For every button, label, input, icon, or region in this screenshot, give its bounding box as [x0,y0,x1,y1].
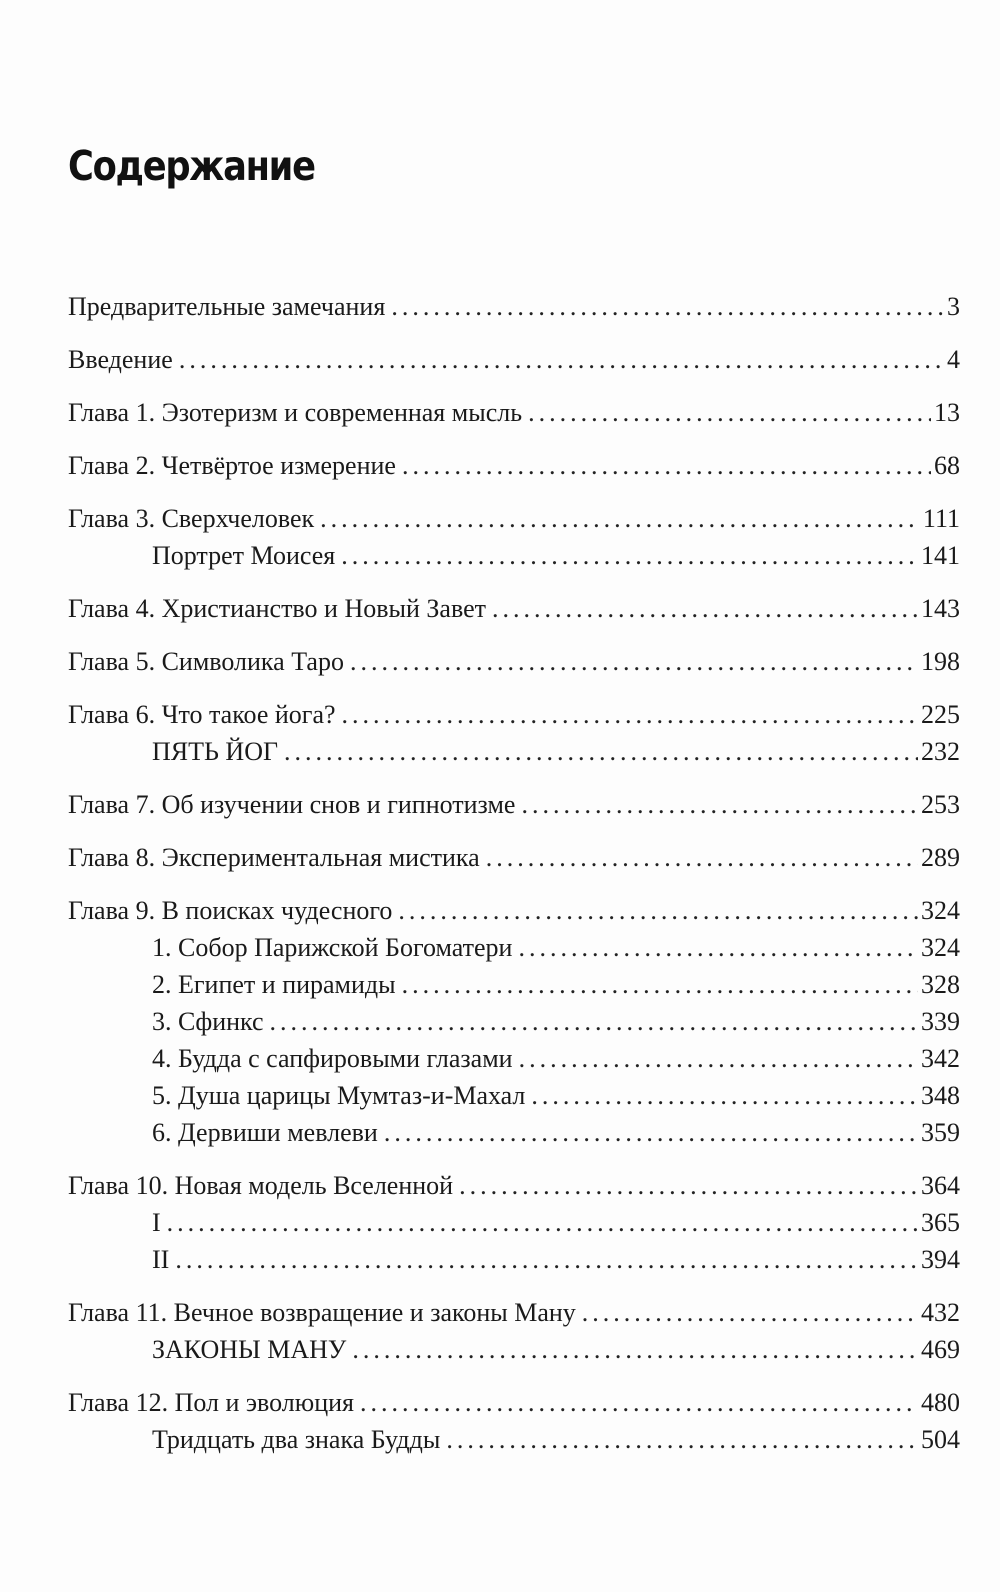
toc-entry-page: 328 [921,970,960,999]
dot-leader [384,1114,918,1151]
dot-leader [402,966,918,1003]
toc-subentry-mevlevi-dervishes [68,1114,960,1151]
dot-leader [352,1331,918,1368]
toc-entry-title: Портрет Моисея [152,541,336,570]
toc-subentry-buddha-signs [68,1421,960,1458]
toc-entry-chapter-11 [68,1294,960,1331]
toc-entry-chapter-5 [68,643,960,680]
toc-entry-page: 339 [921,1007,960,1036]
toc-entry-introduction [68,341,960,378]
dot-leader [582,1294,918,1331]
toc-entry-title: Глава 5. Символика Таро [68,647,344,676]
toc-entry-title: Глава 10. Новая модель Вселенной [68,1171,454,1200]
toc-entry-title: Глава 8. Экспериментальная мистика [68,843,480,872]
toc-subentry-egypt-pyramids [68,966,960,1003]
toc-subentry-notre-dame [68,929,960,966]
toc-entry-page: 289 [921,843,960,872]
toc-entry-page: 324 [921,933,960,962]
toc-entry-chapter-9 [68,892,960,929]
toc-subentry-sphinx [68,1003,960,1040]
toc-entry-page: 359 [921,1118,960,1147]
table-of-contents [68,288,960,1458]
toc-subentry-part-ii [68,1241,960,1278]
toc-entry-chapter-8 [68,839,960,876]
toc-entry-preliminary-remarks [68,288,960,325]
toc-entry-title: Тридцать два знака Будды [152,1425,441,1454]
toc-entry-page: 141 [921,541,960,570]
toc-entry-page: 432 [921,1298,960,1327]
toc-entry-title: 6. Дервиши мевлеви [152,1118,378,1147]
toc-entry-title: 3. Сфинкс [152,1007,264,1036]
toc-entry-page: 348 [921,1081,960,1110]
toc-subentry-moses-portrait [68,537,960,574]
toc-entry-chapter-6 [68,696,960,733]
dot-leader [531,1077,918,1114]
toc-entry-chapter-12 [68,1384,960,1421]
dot-leader [518,929,918,966]
toc-entry-title: 4. Будда с сапфировыми глазами [152,1044,513,1073]
dot-leader [179,341,944,378]
toc-subentry-part-i [68,1204,960,1241]
toc-entry-title: ПЯТЬ ЙОГ [152,737,279,766]
dot-leader [270,1003,918,1040]
toc-entry-chapter-3 [68,500,960,537]
toc-entry-chapter-4 [68,590,960,627]
dot-leader [402,447,931,484]
dot-leader [492,590,918,627]
toc-entry-page: 394 [921,1245,960,1274]
toc-entry-page: 342 [921,1044,960,1073]
dot-leader [486,839,918,876]
dot-leader [167,1204,918,1241]
toc-entry-page: 111 [922,504,960,533]
dot-leader [391,288,944,325]
toc-entry-title: Глава 9. В поисках чудесного [68,896,393,925]
toc-entry-page: 4 [947,345,960,374]
toc-subentry-sapphire-buddha [68,1040,960,1077]
dot-leader [342,696,918,733]
toc-entry-title: I [152,1208,161,1237]
dot-leader [519,1040,918,1077]
dot-leader [521,786,918,823]
toc-entry-title: Глава 2. Четвёртое измерение [68,451,396,480]
toc-entry-title: Предварительные замечания [68,292,386,321]
dot-leader [175,1241,918,1278]
toc-entry-page: 504 [921,1425,960,1454]
toc-entry-title: II [152,1245,170,1274]
toc-entry-page: 3 [947,292,960,321]
toc-entry-page: 480 [921,1388,960,1417]
toc-entry-chapter-10 [68,1167,960,1204]
toc-entry-title: Глава 4. Христианство и Новый Завет [68,594,486,623]
toc-entry-title: Глава 12. Пол и эволюция [68,1388,354,1417]
toc-entry-chapter-1 [68,394,960,431]
dot-leader [398,892,918,929]
dot-leader [320,500,920,537]
dot-leader [341,537,918,574]
dot-leader [528,394,931,431]
toc-entry-title: Введение [68,345,173,374]
toc-entry-page: 232 [921,737,960,766]
toc-entry-page: 364 [921,1171,960,1200]
toc-subentry-laws-of-manu [68,1331,960,1368]
page-title: Содержание [68,142,315,190]
toc-entry-title: 1. Собор Парижской Богоматери [152,933,513,962]
toc-entry-page: 143 [921,594,960,623]
dot-leader [350,643,918,680]
toc-entry-page: 365 [921,1208,960,1237]
toc-subentry-five-yogas [68,733,960,770]
toc-entry-page: 324 [921,896,960,925]
toc-entry-title: Глава 7. Об изучении снов и гипнотизме [68,790,516,819]
toc-entry-title: Глава 1. Эзотеризм и современная мысль [68,398,523,427]
dot-leader [459,1167,918,1204]
toc-entry-page: 198 [921,647,960,676]
toc-entry-title: Глава 6. Что такое йога? [68,700,336,729]
toc-entry-title: Глава 3. Сверхчеловек [68,504,315,533]
toc-entry-title: ЗАКОНЫ МАНУ [152,1335,347,1364]
toc-entry-title: 2. Египет и пирамиды [152,970,396,999]
toc-entry-title: 5. Душа царицы Мумтаз-и-Махал [152,1081,526,1110]
toc-entry-page: 13 [934,398,960,427]
toc-entry-page: 225 [921,700,960,729]
dot-leader [360,1384,918,1421]
dot-leader [446,1421,918,1458]
toc-entry-page: 253 [921,790,960,819]
toc-entry-chapter-2 [68,447,960,484]
toc-subentry-mumtaz-mahal [68,1077,960,1114]
dot-leader [284,733,918,770]
toc-entry-title: Глава 11. Вечное возвращение и законы Ману [68,1298,576,1327]
toc-entry-page: 68 [934,451,960,480]
toc-entry-chapter-7 [68,786,960,823]
toc-entry-page: 469 [921,1335,960,1364]
